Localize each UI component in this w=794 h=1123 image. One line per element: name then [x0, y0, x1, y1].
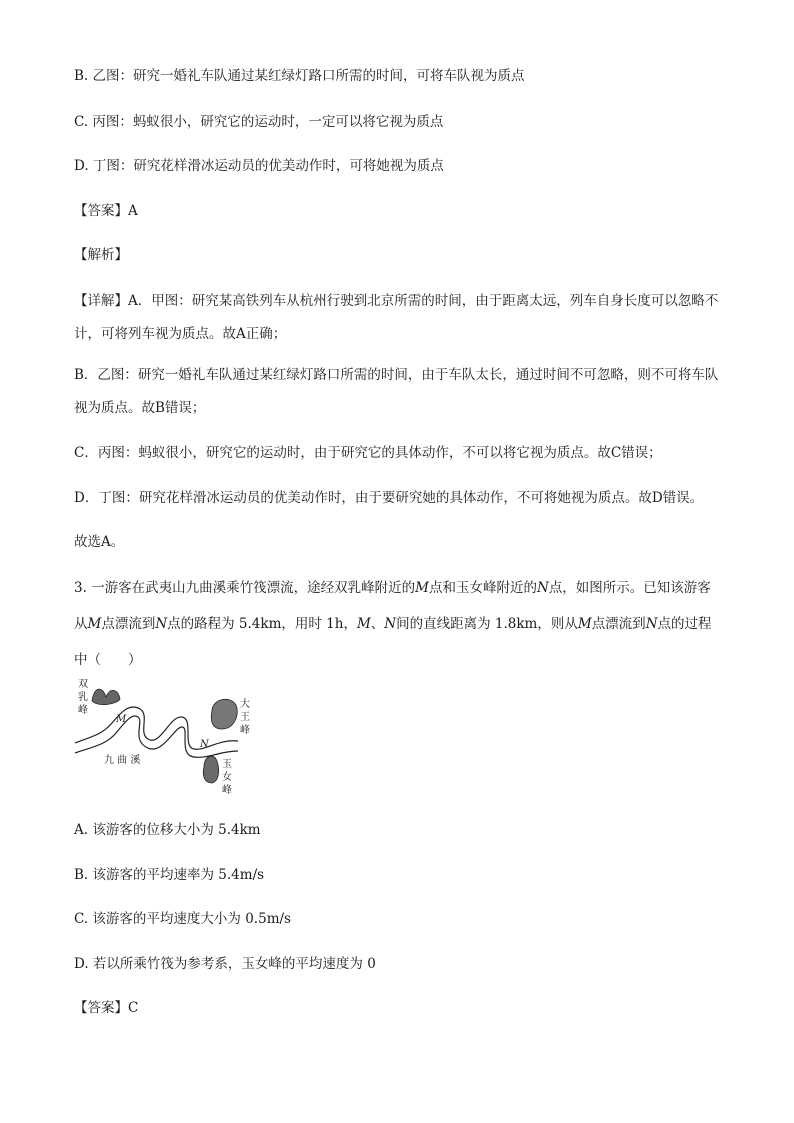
stem-part: 、: [370, 616, 385, 632]
detail-a: 【详解】A．甲图：研究某高铁列车从杭州行驶到北京所需的时间，由于距离太远，列车自身长度可以忽略不计，可将列车视为质点。故A正确；: [74, 293, 719, 342]
river-map-figure: [70, 675, 250, 800]
label-yunvfeng-1: 玉: [222, 759, 232, 770]
stem-part: 点的路程为 5.4km，用时 1h，: [167, 616, 357, 632]
stem-part: 点，如图所示。已知该游客从: [74, 580, 711, 632]
stem-part: 点漂流到: [591, 616, 646, 632]
point-n: N: [645, 616, 658, 632]
question-3-stem: [74, 570, 724, 678]
label-dawangfeng-1: 大: [240, 699, 250, 710]
stem-part: 间的直线距离为 1.8km，则从: [396, 616, 578, 632]
label-shuangrufeng-3: 峰: [78, 705, 88, 716]
option-c-prev: C. 丙图：蚂蚁很小，研究它的运动时，一定可以将它视为质点: [74, 114, 444, 130]
label-yunvfeng-2: 女: [222, 772, 232, 783]
label-point-n: N: [200, 739, 209, 750]
detail-c: C．丙图：蚂蚁很小，研究它的运动时，由于研究它的具体动作，不可以将它视为质点。故C错误；: [74, 445, 662, 461]
label-dawangfeng-2: 王: [240, 712, 250, 723]
point-m: M: [356, 616, 371, 632]
label-jiuquxi: 九 曲 溪: [104, 755, 141, 766]
option-b-prev: B. 乙图：研究一婚礼车队通过某红绿灯路口所需的时间，可将车队视为质点: [74, 68, 525, 84]
stem-part: 点漂流到: [101, 616, 156, 632]
point-m: M: [415, 580, 429, 596]
answer-q3: 【答案】C: [74, 1000, 139, 1016]
point-m: M: [87, 616, 102, 632]
shuangrufeng-peak: [92, 689, 120, 705]
detail-b: B．乙图：研究一婚礼车队通过某红绿灯路口所需的时间，由于车队太长，通过时间不可忽略，则不可将车队视为质点。故B错误；: [74, 367, 719, 416]
label-shuangrufeng-1: 双: [78, 679, 88, 690]
point-n: N: [155, 616, 168, 632]
conclusion: 故选A。: [74, 534, 125, 550]
yunvfeng-peak: [203, 756, 218, 783]
option-a: A. 该游客的位移大小为 5.4km: [74, 822, 261, 838]
option-b: B. 该游客的平均速率为 5.4m/s: [74, 867, 265, 883]
point-n: N: [537, 580, 549, 596]
stem-part: 点的过程中（ ）: [74, 616, 712, 668]
answer-label: 【答案】A: [74, 203, 138, 219]
stem-part: 点和玉女峰附近的: [429, 580, 537, 596]
option-d-prev: D. 丁图：研究花样滑冰运动员的优美动作时，可将她视为质点: [74, 158, 444, 174]
option-c: C. 该游客的平均速度大小为 0.5m/s: [74, 911, 291, 927]
point-n: N: [384, 616, 397, 632]
point-m: M: [577, 616, 592, 632]
label-point-m: M: [116, 714, 127, 725]
label-shuangrufeng-2: 乳: [78, 692, 88, 703]
stem-part: 3. 一游客在武夷山九曲溪乘竹筏漂流，途经双乳峰附近的: [74, 580, 416, 596]
option-d: D. 若以所乘竹筏为参考系，玉女峰的平均速度为 0: [74, 956, 376, 972]
detail-d: D．丁图：研究花样滑冰运动员的优美动作时，由于要研究她的具体动作，不可将她视为质点。故D错误。: [74, 490, 704, 506]
analysis-heading: 【解析】: [74, 247, 128, 263]
label-dawangfeng-3: 峰: [240, 725, 250, 736]
dawangfeng-peak: [211, 699, 237, 729]
label-yunvfeng-3: 峰: [222, 785, 232, 796]
